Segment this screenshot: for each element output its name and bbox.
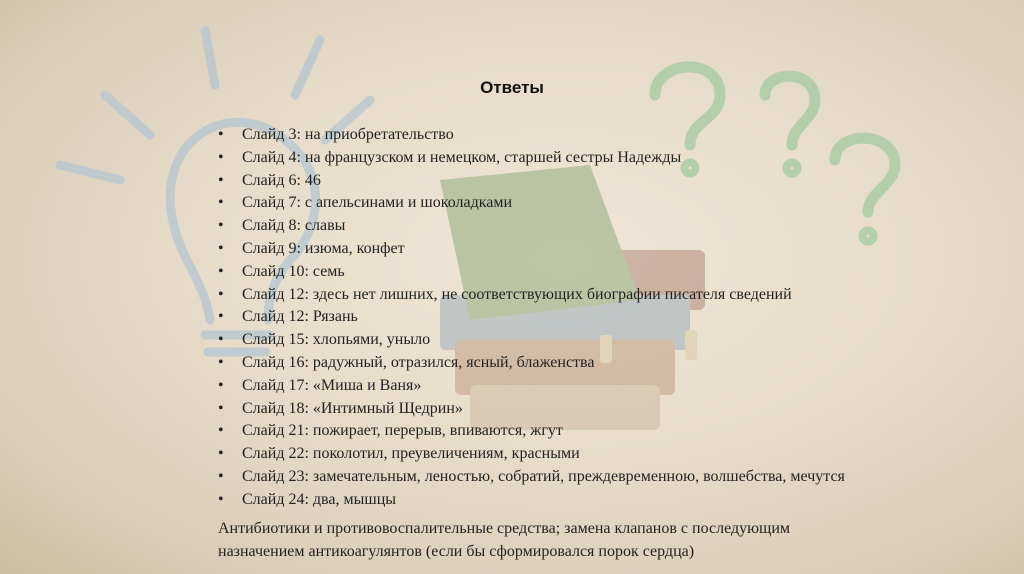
bullet-icon: • (218, 353, 224, 371)
list-item (218, 170, 845, 193)
list-item (218, 329, 845, 352)
bullet-icon: • (218, 422, 224, 440)
bullet-icon: • (218, 217, 224, 235)
list-item-text: Слайд 10: семь (242, 262, 345, 280)
bullet-icon: • (218, 467, 224, 485)
list-item (218, 420, 845, 443)
answers-list (218, 124, 845, 512)
list-item (218, 489, 845, 512)
footnote-line: назначением антикоагулянтов (если бы сформировался порок сердца) (218, 542, 695, 560)
list-item (218, 443, 845, 466)
footnote-line: Антибиотики и противовоспалительные средства; замена клапанов с последующим (218, 520, 791, 537)
slide-title: Ответы (480, 78, 544, 97)
list-item-text: Слайд 15: хлопьями, уныло (242, 331, 431, 349)
list-item (218, 284, 845, 307)
bullet-icon: • (218, 239, 224, 257)
list-item-text: Слайд 9: изюма, конфет (242, 239, 405, 257)
list-item (218, 124, 845, 147)
list-item (218, 466, 845, 489)
bullet-icon: • (218, 331, 224, 349)
list-item-text: Слайд 8: славы (242, 217, 346, 235)
bullet-icon: • (218, 194, 224, 212)
bullet-icon: • (218, 262, 224, 280)
bullet-icon: • (218, 376, 224, 394)
bullet-icon: • (218, 445, 224, 463)
list-item (218, 375, 845, 398)
list-item-text: Слайд 24: два, мышцы (242, 490, 396, 508)
list-item (218, 261, 845, 284)
bullet-icon: • (218, 285, 224, 303)
list-item (218, 192, 845, 215)
list-item (218, 147, 845, 170)
list-item (218, 398, 845, 421)
list-item (218, 306, 845, 329)
list-item-text: Слайд 16: радужный, отразился, ясный, блаженства (242, 353, 595, 371)
list-item (218, 352, 845, 375)
list-item-text: Слайд 7: с апельсинами и шоколадками (242, 194, 513, 212)
list-item-text: Слайд 12: Рязань (242, 308, 358, 326)
bullet-icon: • (218, 148, 224, 166)
bullet-icon: • (218, 399, 224, 417)
list-item-text: Слайд 3: на приобретательство (242, 126, 454, 143)
list-item-text: Слайд 12: здесь нет лишних, не соответствующих биографии писателя сведений (242, 285, 792, 303)
list-item (218, 238, 845, 261)
list-item-text: Слайд 18: «Интимный Щедрин» (242, 399, 463, 417)
bullet-icon: • (218, 126, 224, 143)
list-item-text: Слайд 23: замечательным, леностью, собратий, преждевременною, волшебства, мечутся (242, 467, 845, 485)
bullet-icon: • (218, 171, 224, 189)
list-item-text: Слайд 21: пожирает, перерыв, впиваются, жгут (242, 422, 563, 440)
list-item-text: Слайд 6: 46 (242, 171, 321, 189)
bullet-icon: • (218, 308, 224, 326)
list-item-text: Слайд 4: на французском и немецком, старшей сестры Надежды (242, 148, 682, 166)
list-item-text: Слайд 17: «Миша и Ваня» (242, 376, 422, 394)
bullet-icon: • (218, 490, 224, 508)
list-item-text: Слайд 22: поколотил, преувеличениям, красными (242, 445, 580, 463)
footnote-text (218, 518, 998, 564)
list-item (218, 215, 845, 238)
